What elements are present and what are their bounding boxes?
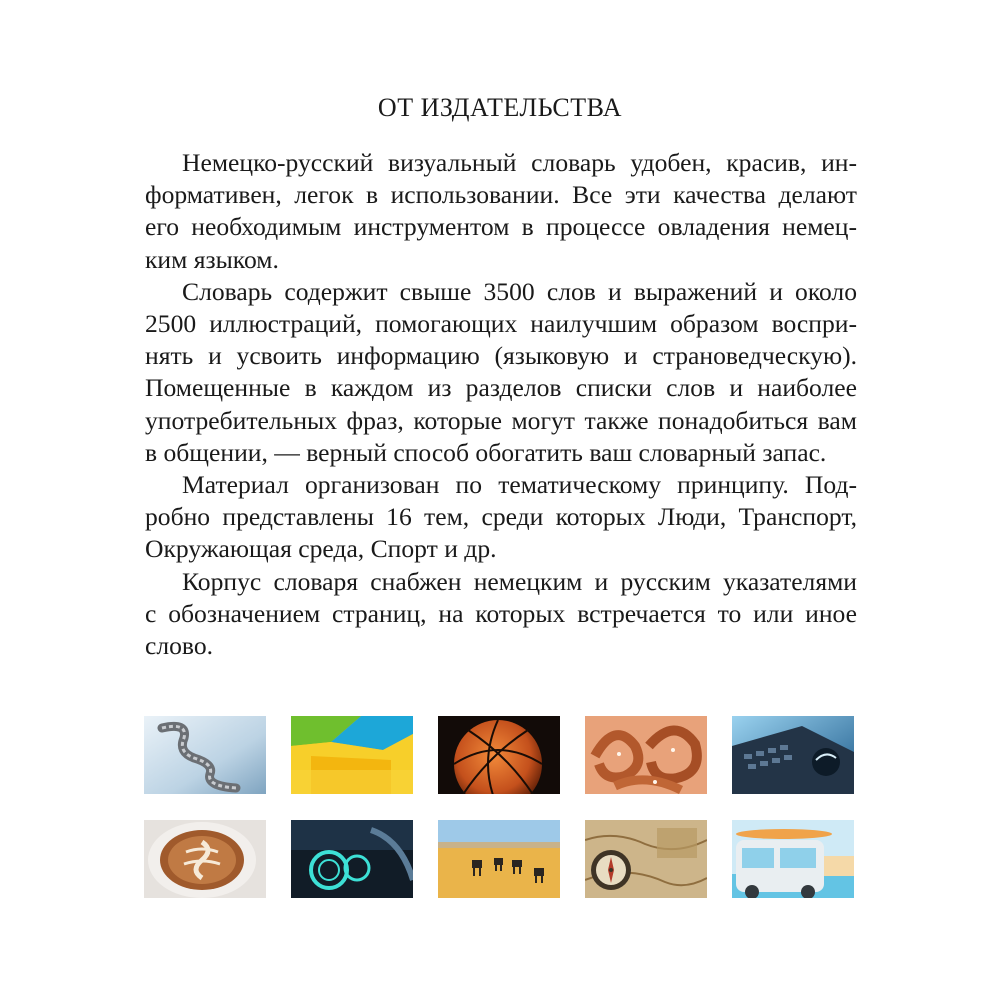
dashboard-gauge-icon <box>291 820 413 898</box>
text-line: Словарь содержит свыше 3500 слов и выражений и около <box>182 276 857 306</box>
van-icon <box>732 820 854 898</box>
colorful-blocks-icon <box>291 716 413 794</box>
text-line: нять и усвоить информацию (языковую и страноведческую). <box>145 341 857 371</box>
text-line: формативен, легок в использовании. Все эти качества делают <box>145 180 857 210</box>
basketball-image <box>438 716 560 794</box>
page-title: ОТ ИЗДАТЕЛЬСТВА <box>377 93 623 122</box>
text-line: Немецко-русский визуальный словарь удобен, красив, ин- <box>182 148 857 177</box>
spiral-staircase-icon <box>144 716 266 794</box>
van-surfboard-image <box>732 820 854 898</box>
text-line: с обозначением страниц, на которых встречается то или иное <box>145 598 857 628</box>
laptop-image <box>732 716 854 794</box>
compass-map-image <box>585 820 707 898</box>
text-line: 2500 иллюстраций, помогающих наилучшим образом воспри- <box>145 309 857 339</box>
latte-art-image <box>144 820 266 898</box>
pretzel-icon <box>585 716 707 794</box>
basketball-icon <box>438 716 560 794</box>
colorful-blocks-image <box>291 716 413 794</box>
zebra-icon <box>438 820 560 898</box>
text-line: Материал организован по тематическому принципу. Под- <box>182 470 857 500</box>
coffee-cup-icon <box>144 820 266 898</box>
text-line: в общении, — верный способ обогатить ваш словарный запас. <box>145 437 827 467</box>
text-line: Окружающая среда, Спорт и др. <box>145 534 497 564</box>
car-dashboard-image <box>291 820 413 898</box>
text-line: робно представлены 16 тем, среди которых Люди, Транспорт, <box>145 502 857 532</box>
text-line: ким языком. <box>145 244 279 274</box>
text-line: Помещенные в каждом из разделов списки слов и наиболее <box>145 373 857 403</box>
text-line: употребительных фраз, которые могут также понадобиться вам <box>145 405 857 435</box>
pretzels-image <box>585 716 707 794</box>
text-line: Корпус словаря снабжен немецким и русским указателями <box>182 566 857 596</box>
text-line: его необходимым инструментом в процессе овладения немец- <box>145 212 857 242</box>
laptop-icon <box>732 716 854 794</box>
zebras-savanna-image <box>438 820 560 898</box>
spiral-staircase-image <box>144 716 266 794</box>
compass-icon <box>585 820 707 898</box>
text-line: слово. <box>145 631 214 661</box>
